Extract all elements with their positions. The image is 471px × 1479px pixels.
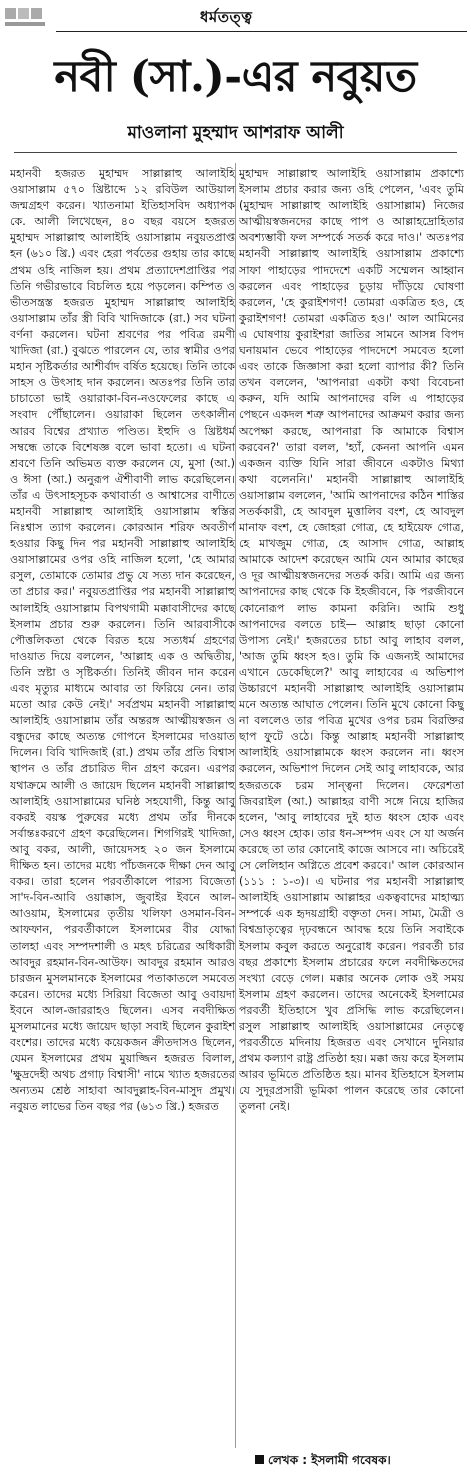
footer-text: ইসলামী গবেষক। xyxy=(311,1453,391,1467)
article-title: নবী (সা.)-এর নবুয়ত xyxy=(54,52,417,102)
article-column-left: মহানবী হজরত মুহাম্মদ সাল্লাল্লাহু আলাইহি ওয়াসাল্লাম ৫৭০ খ্রিষ্টাব্দে ১২ রবিউল আউয়াল জন্মগ্রহণ করেন। খ্যাতনামা ইতিহাসবিদ অধ্যাপক কে. আলী লিখেছেন, ৪০ বছর বয়সে হজরত মুহাম্মদ সাল্লাল্লাহু আলাইহি ওয়াসাল্লাম নবুয়তপ্রাপ্ত হন (৬১০ খ্রি.) এবং হেরা পর্বতের গুহায় তার কাছে প্রথম ওহি নাজিল হয়। প্রথম প্রত্যাদেশপ্রাপ্তির পর তিনি গভীরভাবে বিচলিত হয়ে পড়লেন। কম্পিত ও ভীতসন্ত্রস্ত হজরত মুহাম্মদ সাল্লাল্লাহু আলাইহি ওয়াসাল্লাম তাঁর স্ত্রী বিবি খাদিজাকে (রা.) সব ঘটনা বর্ণনা করলেন। ঘটনা শ্রবণের পর পবিত্র রমণী খাদিজা (রা.) বুঝতে পারলেন যে, তার স্বামীর ওপর মহান সৃষ্টিকর্তার আশীর্বাদ বর্ষিত হয়েছে। তিনি তাকে সাহস ও উৎসাহ দান করলেন। অতঃপর তিনি তার চাচাতো ভাই ওয়ারাকা-বিন-নওফেলের কাছে এ সংবাদ পৌঁছালেন। ওয়ারাকা ছিলেন তৎকালীন আরব বিশ্বের প্রখ্যাত পণ্ডিত। ইহুদি ও খ্রিষ্টধর্ম সম্বন্ধে তাকে বিশেষজ্ঞ বলে ভাবা হতো। এ ঘটনা শ্রবণে তিনি অভিমত ব্যক্ত করলেন যে, মুসা (আ.) ও ঈসা (আ.) অনুরূপ ঐশীবাণী লাভ করেছিলেন। তাঁর এ উৎসাহসূচক কথাবার্তা ও আশ্বাসের বাণীতে মহানবী সাল্লাল্লাহু আলাইহি ওয়াসাল্লাম স্বস্তির নিঃশ্বাস ত্যাগ করলেন। কোরআন শরিফ অবতীর্ণ হওয়ার কিছু দিন পর মহানবী সাল্লাল্লাহু আলাইহি ওয়াসাল্লামের ওপর ওহি নাজিল হলো, 'হে আমার রসুল, তোমাকে তোমার প্রভু যে সত্য দান করেছেন, তা প্রচার কর।' নবুয়তপ্রাপ্তির পর মহানবী সাল্লাল্লাহু আলাইহি ওয়াসাল্লাম বিপথগামী মক্কাবাসীদের কাছে ইসলাম প্রচার শুরু করলেন। তিনি আরবাসীকে পৌত্তলিকতা থেকে বিরত হয়ে সত্যধর্ম গ্রহণের দাওয়াত দিয়ে বললেন, 'আল্লাহ এক ও অদ্বিতীয়, তিনি স্রষ্টা ও সৃষ্টিকর্তা। তিনিই জীবন দান করেন এবং মৃত্যুর মাধ্যমে আবার তা ফিরিয়ে নেন। তার মতো আর কেউ নেই।' সর্বপ্রথম মহানবী সাল্লাল্লাহু আলাইহি ওয়াসাল্লাম তাঁর অন্তরঙ্গ আত্মীয়স্বজন ও বন্ধুদের কাছে অত্যন্ত গোপনে ইসলামের দাওয়াত দিলেন। বিবি খাদিজাই (রা.) প্রথম তাঁর প্রতি বিশ্বাস স্থাপন ও তাঁর প্রচারিত দীন গ্রহণ করেন। এরপর যথাক্রমে আলী ও জায়েদ ছিলেন মহানবী সাল্লাল্লাহু আলাইহি ওয়াসাল্লামের ঘনিষ্ঠ সহযোগী, কিন্তু আবু বকরই বয়স্ক পুরুষের মধ্যে প্রথম তাঁর দীনকে সর্বান্তঃকরণে গ্রহণ করেছিলেন। শিগগিরই খাদিজা, আবু বকর, আলী, জায়েদসহ ২০ জন ইসলামে দীক্ষিত হন। তাদের মধ্যে পাঁচজনকে দীক্ষা দেন আবু বকর। তারা হলেন পরবর্তীকালে পারস্য বিজেতা সা'দ-বিন-আবি ওয়াক্কাস, জুবাইর ইবনে আল-আওয়াম, ইসলামের তৃতীয় খলিফা ওসমান-বিন-আফফান, পরবর্তীকালে ইসলামের বীর যোদ্ধা তালহা এবং সম্পদশালী ও মহৎ চরিত্রের অধিকারী আবদুর রহমান-বিন-আউফ। আবদুর রহমান আরও চারজন মুসলমানকে ইসলামের পতাকাতলে সমবেত করেন। তাদের মধ্যে সিরিয়া বিজেতা আবু ওবায়দা ইবনে আল-জাররাহও ছিলেন। এসব নবদীক্ষিত মুসলমানের মধ্যে জায়েদ ছাড়া সবাই ছিলেন কুরাইশ বংশের। তাদের মধ্যে কয়েকজন ক্রীতদাসও ছিলেন, যেমন ইসলামের প্রথম মুয়াজ্জিন হজরত বিলাল, 'ক্ষুদ্রদেহী অথচ প্রগাঢ় বিশ্বাসী' নামে খ্যাত হজরতের অন্যতম শ্রেষ্ঠ সাহাবা আবদুল্লাহ-বিন-মাসুদ প্রমুখ। নবুয়ত লাভের তিন বছর পর (৬১৩ খ্রি.) হজরত xyxy=(10,167,235,1114)
section-rule xyxy=(56,31,467,32)
article-author: মাওলানা মুহম্মাদ আশরাফ আলী xyxy=(127,123,344,143)
section-label: ধর্মতত্ত্ব xyxy=(200,8,253,26)
footer-label: লেখক : xyxy=(268,1453,308,1467)
square-bullet-icon xyxy=(255,1455,264,1464)
article-footer xyxy=(255,1451,391,1469)
column-divider xyxy=(235,163,236,1448)
byline-rule xyxy=(14,152,457,153)
article-column-right: মুহাম্মদ সাল্লাল্লাহু আলাইহি ওয়াসাল্লাম প্রকাশ্যে ইসলাম প্রচার করার জন্য ওহি পেলেন, 'এবং তুমি (মুহাম্মদ সাল্লাল্লাহু আলাইহি ওয়াসাল্লাম) নিজের আত্মীয়স্বজনদের কাছে পাপ ও আল্লাহদ্রোহিতার অবশ্যম্ভাবী ফল সম্পর্কে সতর্ক করে দাও।' অতঃপর মহানবী সাল্লাল্লাহু আলাইহি ওয়াসাল্লাম প্রকাশ্যে সাফা পাহাড়ের পাদদেশে একটি সম্মেলন আহ্বান করলেন এবং পাহাড়ের চূড়ায় দাঁড়িয়ে ঘোষণা করলেন, 'হে কুরাইশগণ! তোমরা একত্রিত হও, হে কুরাইশগণ! তোমরা একত্রিত হও।' আল আমিনের এ ঘোষণায় কুরাইশরা জাতির সামনে আসন্ন বিপদ ঘনায়মান ভেবে পাহাড়ের পাদদেশে সমবেত হলো এবং তাকে জিজ্ঞাসা করা হলো ব্যাপার কী? তিনি তখন বললেন, 'আপনারা একটা কথা বিবেচনা করুন, যদি আমি আপনাদের বলি এ পাহাড়ের পেছনে একদল শত্রু আপনাদের আক্রমণ করার জন্য অপেক্ষা করছে, আপনারা কি আমাকে বিশ্বাস করবেন?' তারা বলল, 'হ্যাঁ, কেননা আপনি এমন একজন ব্যক্তি যিনি সারা জীবনে একটাও মিথ্যা কথা বলেননি।' মহানবী সাল্লাল্লাহু আলাইহি ওয়াসাল্লাম বললেন, 'আমি আপনাদের কঠিন শাস্তির সতর্ককারী, হে আবদুল মুত্তালিব বংশ, হে আবদুল মানাফ বংশ, হে জোহরা গোত্র, হে হাইয়েফ গোত্র, হে মাখজুম গোত্র, হে আসাদ গোত্র, আল্লাহ আমাকে আদেশ করেছেন আমি যেন আমার কাছের ও দূর আত্মীয়স্বজনদের সতর্ক করি। আমি এর জন্য আপনাদের কাছ থেকে কি ইহজীবনে, কি পরজীবনে কোনোরূপ লাভ কামনা করিনি। আমি শুধু আপনাদের বলতে চাই— আল্লাহ ছাড়া কোনো উপাস্য নেই।' হজরতের চাচা আবু লাহাব বলল, 'আজ তুমি ধ্বংস হও। তুমি কি এজন্যই আমাদের এখানে ডেকেছিলে?' আবু লাহাবের এ অভিশাপ উচ্চারণে মহানবী সাল্লাল্লাহু আলাইহি ওয়াসাল্লাম মনে অত্যন্ত আঘাত পেলেন। তিনি মুখে কোনো কিছু না বললেও তার পবিত্র মুখের ওপর চরম বিরক্তির ছাপ ফুটে ওঠে। কিন্তু আল্লাহ মহানবী সাল্লাল্লাহু আলাইহি ওয়াসাল্লামকে ধ্বংস করলেন না। ধ্বংস করলেন, অভিশাপ দিলেন সেই আবু লাহাবকে, আর হজরতকে চরম সান্ত্বনা দিলেন। ফেরেশতা জিবরাইল (আ.) আল্লাহর বাণী সঙ্গে নিয়ে হাজির হলেন, 'আবু লাহাবের দুই হাত ধ্বংস হোক এবং সেও ধ্বংস হোক। তার ধন-সম্পদ এবং সে যা অর্জন করেছে তা তার কোনোই কাজে আসবে না। অচিরেই সে লেলিহান অগ্নিতে প্রবেশ করবে।' আল কোরআন (১১১ : ১-৩)। এ ঘটনার পর মহানবী সাল্লাল্লাহু আলাইহি ওয়াসাল্লাম আল্লাহর একত্ববাদের মাহাত্ম্য সম্পর্কে এক হৃদয়গ্রাহী বক্তৃতা দেন। সাম্য, মৈত্রী ও বিশ্বভ্রাতৃত্বের দৃঢ়বন্ধনে আবদ্ধ হয়ে তিনি সবাইকে ইসলাম কবুল করতে অনুরোধ করেন। পরবর্তী চার বছর প্রকাশ্যে ইসলাম প্রচারের ফলে নবদীক্ষিতদের সংখ্যা বেড়ে গেল। মক্কার অনেক লোক ওই সময় ইসলাম গ্রহণ করলেন। তাদের অনেকেই ইসলামের পরবর্তী ইতিহাসে খুব প্রসিদ্ধি লাভ করেছিলেন। রসুল সাল্লাল্লাহু আলাইহি ওয়াসাল্লামের নেতৃত্বে পরবর্তীতে মদিনায় হিজরত এবং সেখানে দুনিয়ার প্রথম কল্যাণ রাষ্ট্র প্রতিষ্ঠা হয়। মক্কা জয় করে ইসলাম আরব ভূমিতে প্রতিষ্ঠিত হয়। মানব ইতিহাসে ইসলাম যে সুদূরপ্রসারী ভূমিকা পালন করেছে তার কোনো তুলনা নেই। xyxy=(239,167,464,1114)
newspaper-logo-icon xyxy=(4,6,50,30)
